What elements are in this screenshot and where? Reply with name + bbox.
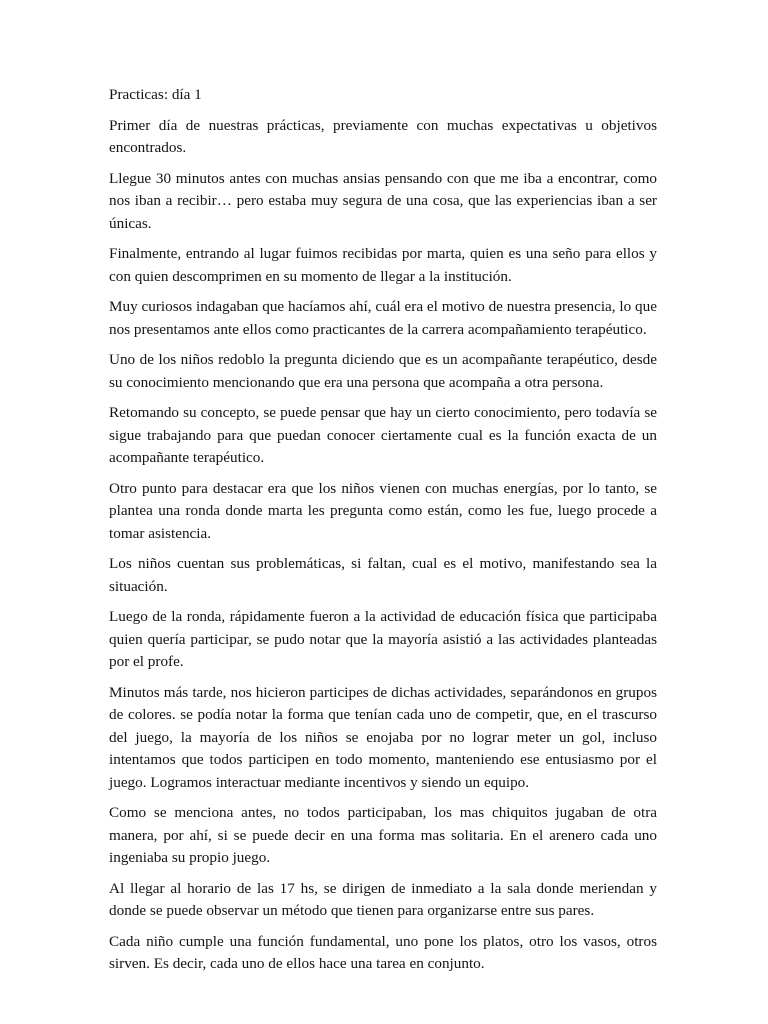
paragraph: Muy curiosos indagaban que hacíamos ahí, cuál era el motivo de nuestra presencia, lo que nos presentamos ante ellos como practicantes de la carrera acompañamiento terapéutico. — [109, 298, 657, 338]
paragraph: Al llegar al horario de las 17 hs, se dirigen de inmediato a la sala donde meriendan y donde se puede observar un método que tienen para organizarse entre sus pares. — [109, 879, 657, 919]
paragraph: Otro punto para destacar era que los niños vienen con muchas energías, por lo tanto, se plantea una ronda donde marta les pregunta como están, como les fue, luego procede a tomar asistencia. — [109, 479, 657, 542]
paragraph: Como se menciona antes, no todos participaban, los mas chiquitos jugaban de otra manera, por ahí, si se puede decir en una forma mas solitaria. En el arenero cada uno ingeniaba su propio juego. — [109, 804, 657, 866]
document-body — [109, 84, 657, 984]
paragraph: Uno de los niños redoblo la pregunta diciendo que es un acompañante terapéutico, desde su conocimiento mencionando que era una persona que acompaña a otra persona. — [109, 351, 657, 391]
paragraph: Retomando su concepto, se puede pensar que hay un cierto conocimiento, pero todavía se sigue trabajando para que puedan conocer ciertamente cual es la función exacta de un acompañante terapéutico. — [109, 404, 657, 466]
paragraph: Minutos más tarde, nos hicieron participes de dichas actividades, separándonos en grupos de colores. se podía notar la forma que tenían cada uno de competir, que, en el trascurso del juego, la mayoría de los niños se enojaba por no lograr meter un gol, incluso intentamos que todos participen en todo momento, manteniendo ese entusiasmo por el juego. Logramos interactuar mediante incentivos y siendo un equipo. — [109, 683, 657, 791]
paragraph: Llegue 30 minutos antes con muchas ansias pensando con que me iba a encontrar, como nos iban a recibir… pero estaba muy segura de una cosa, que las experiencias iban a ser únicas. — [109, 169, 657, 232]
paragraph: Finalmente, entrando al lugar fuimos recibidas por marta, quien es una seño para ellos y con quien descomprimen en su momento de llegar a la institución. — [109, 245, 657, 285]
paragraph: Los niños cuentan sus problemáticas, si faltan, cual es el motivo, manifestando sea la situación. — [109, 555, 657, 595]
document-title: Practicas: día 1 — [109, 86, 202, 103]
paragraph: Primer día de nuestras prácticas, previamente con muchas expectativas u objetivos encontrados. — [109, 116, 657, 156]
paragraph: Cada niño cumple una función fundamental, uno pone los platos, otro los vasos, otros sirven. Es decir, cada uno de ellos hace una tarea en conjunto. — [109, 932, 657, 972]
paragraph: Luego de la ronda, rápidamente fueron a la actividad de educación física que participaba quien quería participar, se pudo notar que la mayoría asistió a las actividades planteadas por el profe. — [109, 608, 657, 670]
